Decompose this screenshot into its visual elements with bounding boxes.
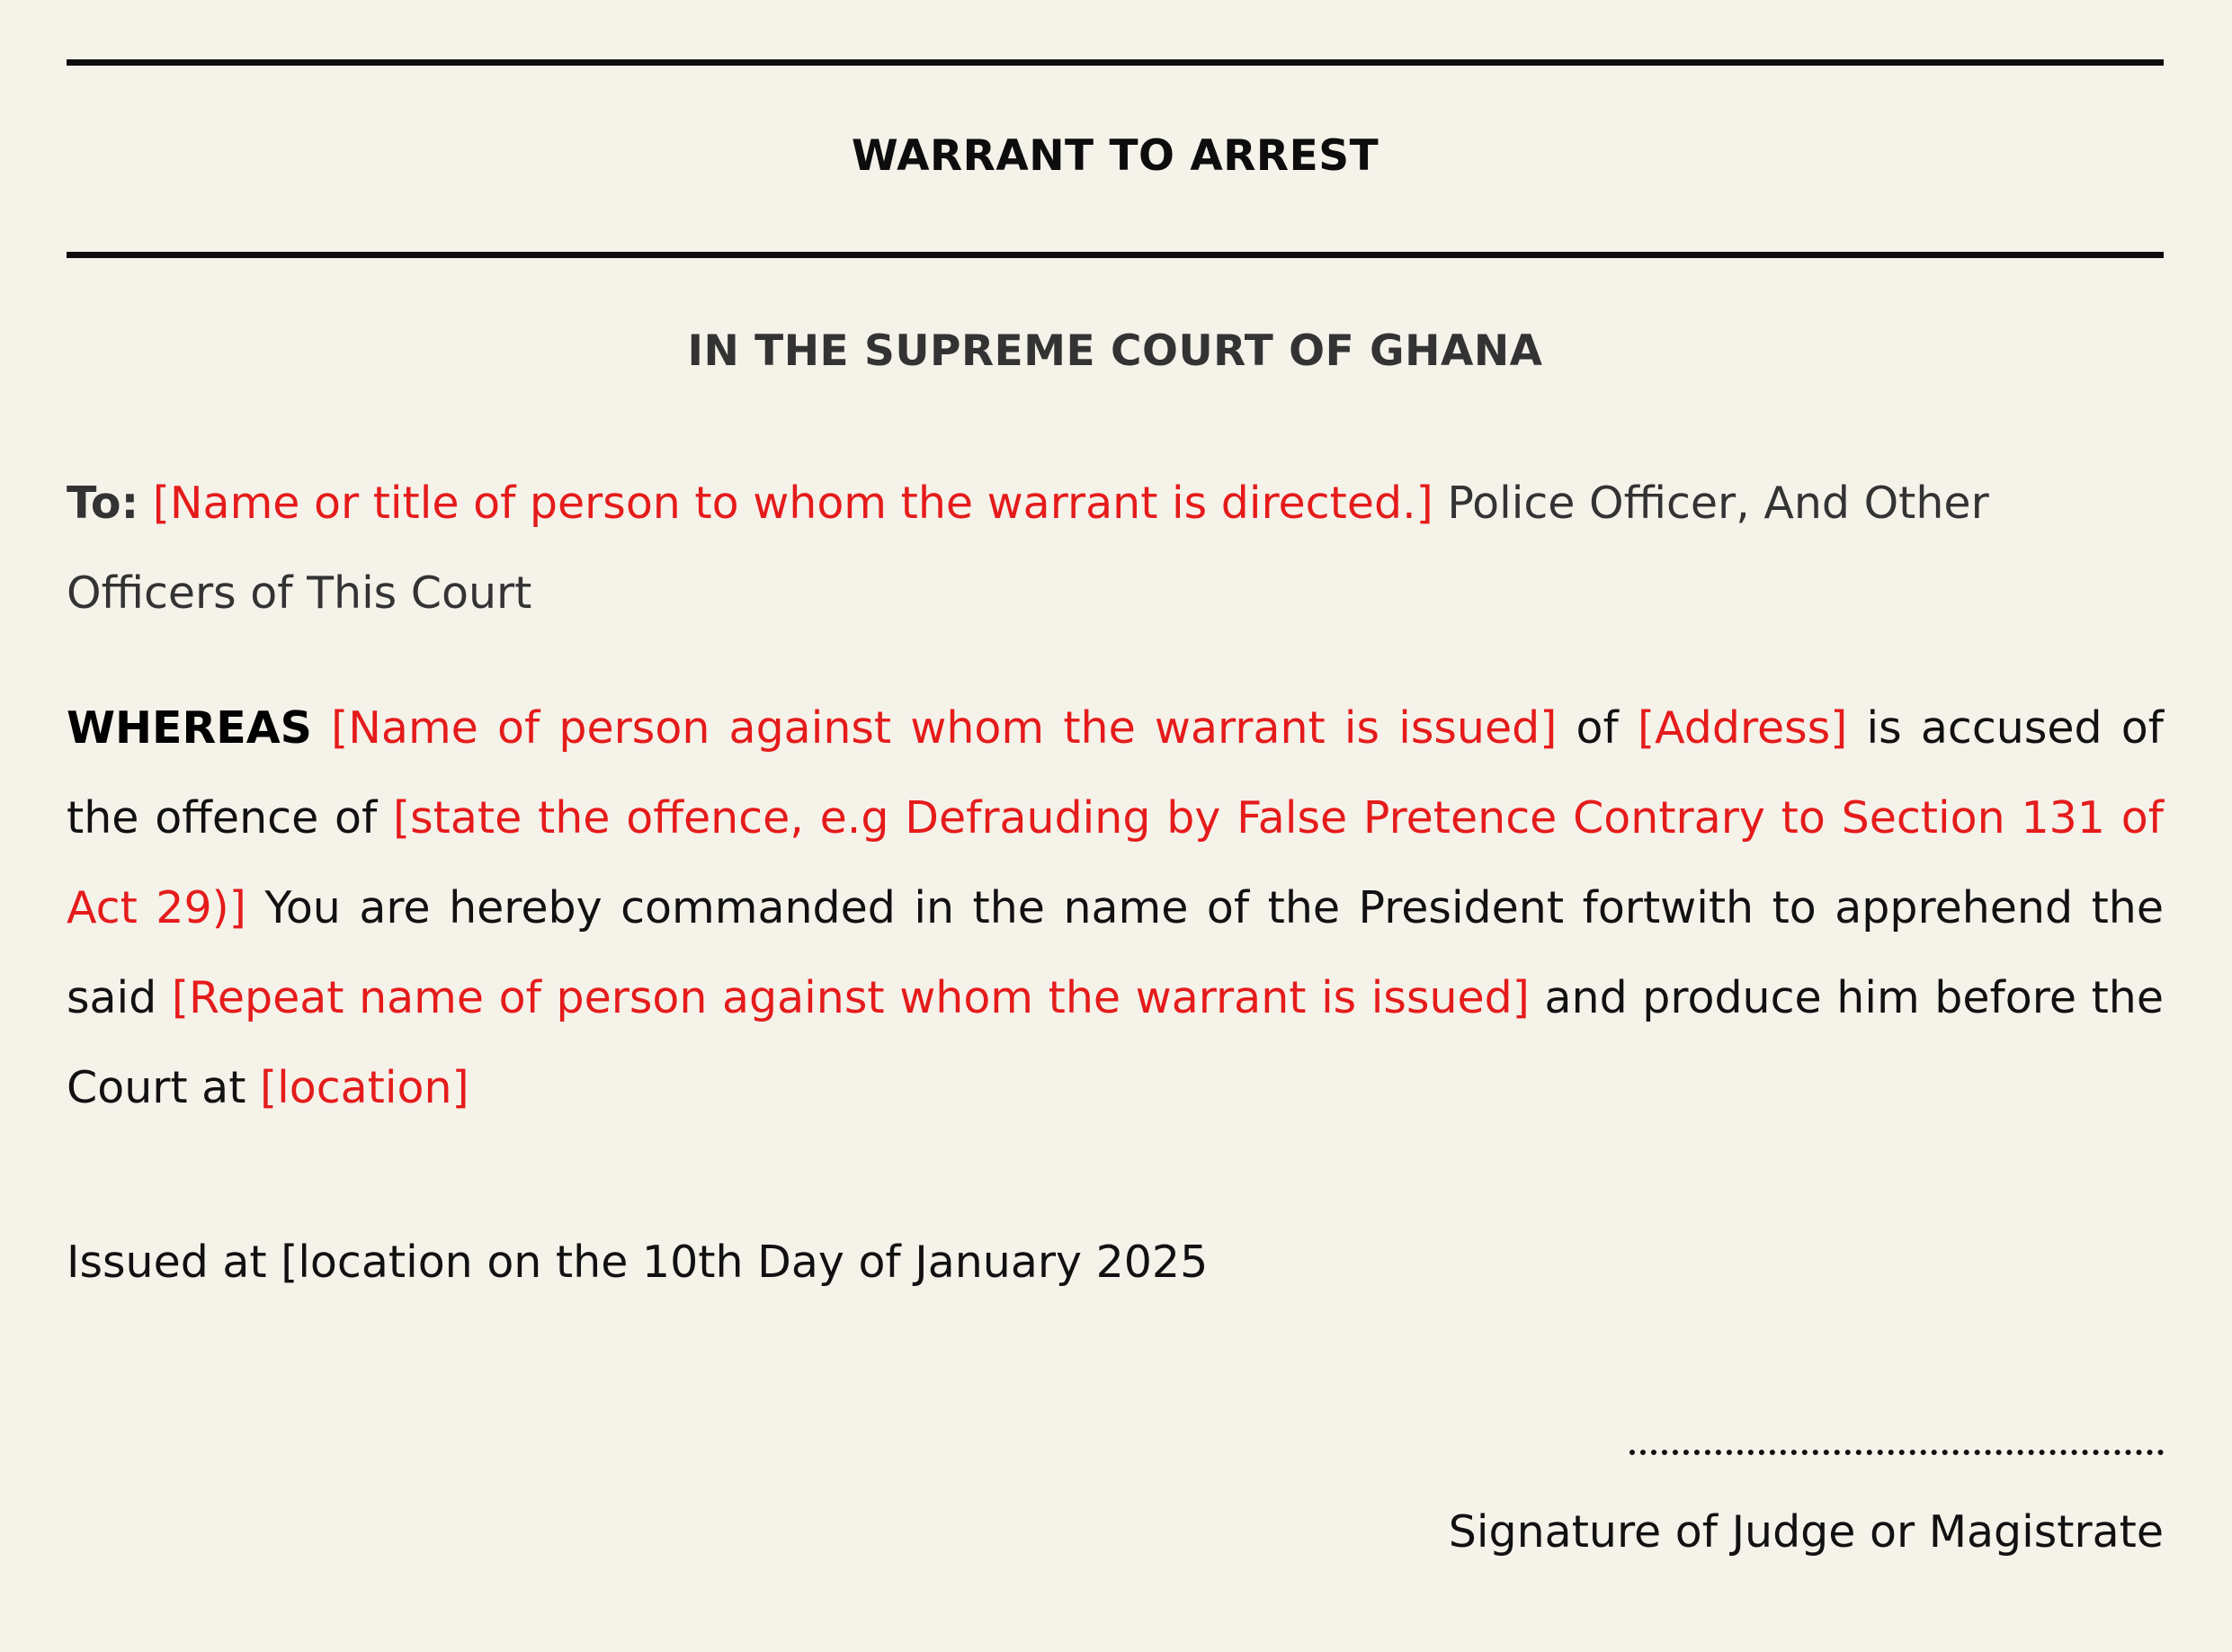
produce-text: and produce him before the Court at: [67, 972, 2165, 1113]
signature-line: [1629, 1450, 2164, 1455]
address-placeholder: [Address]: [1637, 702, 1848, 754]
court-heading: IN THE SUPREME COURT OF GHANA: [687, 326, 1543, 376]
addressee-text: Police Officer, And Other Officers of This Court: [67, 478, 1989, 619]
offence-placeholder: [state the offence, e.g Defrauding by False Pretence Contrary to Section 131 of Act 29)]: [67, 792, 2164, 933]
document-title: WARRANT TO ARREST: [851, 131, 1379, 181]
top-divider: [67, 59, 2164, 66]
to-label: To:: [67, 478, 139, 529]
signature-label: Signature of Judge or Magistrate: [1448, 1506, 2164, 1558]
repeat-name-placeholder: [Repeat name of person against whom the warrant is issued]: [171, 972, 1530, 1023]
addressee-paragraph: [67, 459, 2164, 638]
location-placeholder: [location]: [260, 1062, 469, 1113]
of-text: of: [1576, 702, 1619, 754]
whereas-paragraph: [67, 683, 2164, 1133]
command-text: You are hereby commanded in the name of the President fortwith to apprehend the said: [67, 882, 2164, 1023]
issued-line: Issued at [location on the 10th Day of January 2025: [67, 1237, 1209, 1288]
accused-name-placeholder: [Name of person against whom the warrant is issued]: [331, 702, 1558, 754]
title-divider: [67, 252, 2164, 258]
whereas-keyword: WHEREAS: [67, 702, 312, 754]
addressee-placeholder: [Name or title of person to whom the warrant is directed.]: [152, 478, 1433, 529]
accused-text: is accused of the offence of: [67, 702, 2165, 844]
